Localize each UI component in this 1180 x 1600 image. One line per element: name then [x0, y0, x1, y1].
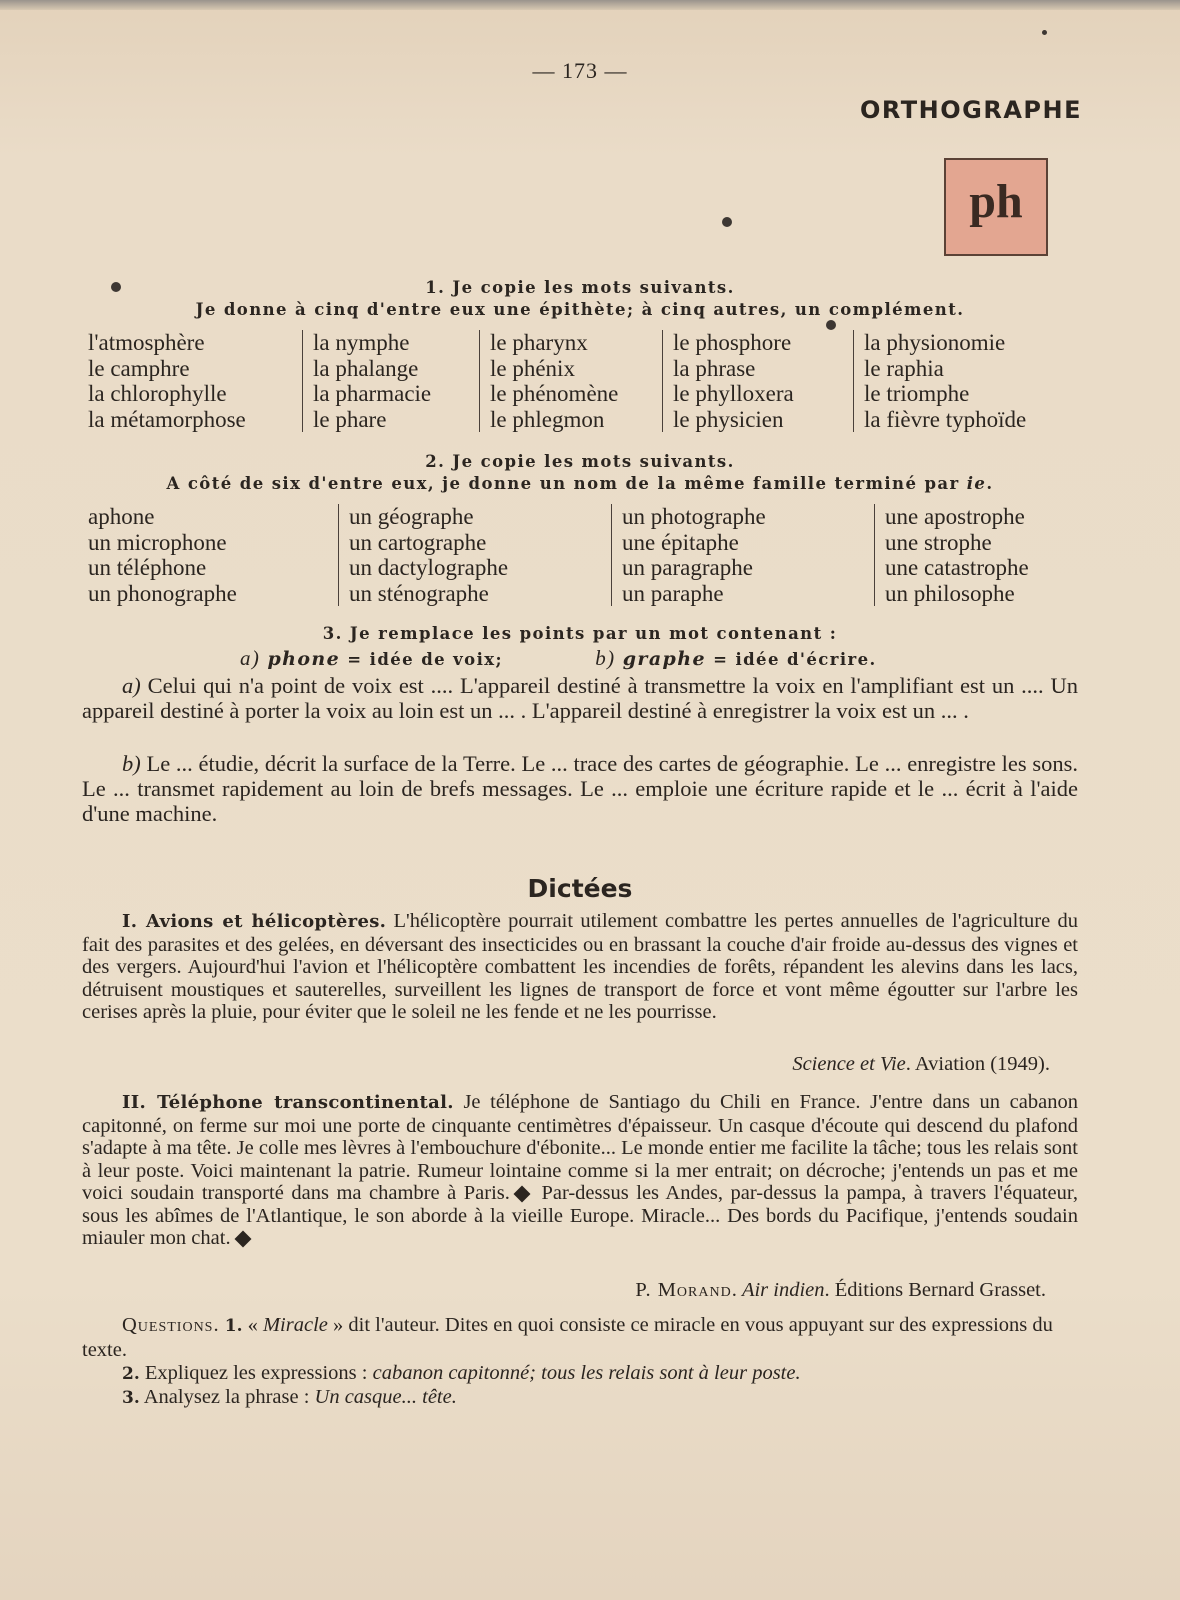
- instruction-suffix: ie: [966, 474, 987, 493]
- question-text: Analysez la phrase :: [139, 1386, 315, 1408]
- paragraph-text: Le ... étudie, décrit la surface de la Terre. Le ... trace des cartes de géographie. Le ... enregistre les sons. Le ... transmet rapidement au loin de brefs messages. Le ... emploie une écriture rapide et le ... écrit à l'aide d'une machine.: [82, 751, 1078, 826]
- word: le pharynx: [490, 330, 588, 355]
- dictee-2-title: II. Téléphone transcontinental.: [122, 1092, 454, 1113]
- exercise-1-word-table: [88, 330, 1072, 432]
- word: un sténographe: [349, 580, 489, 606]
- question-text: » dit l'auteur. Dites en quoi consiste ce miracle en vous appuyant sur des expressions du texte.: [82, 1314, 1053, 1361]
- question-2: [82, 1361, 1078, 1386]
- source-title: Science et Vie: [792, 1053, 906, 1075]
- word: la métamorphose: [88, 406, 246, 432]
- word: un phonographe: [88, 580, 237, 606]
- exercise-2-title: 2. Je copie les mots suivants.: [425, 452, 735, 471]
- word: le physicien: [673, 406, 784, 432]
- word: la nymphe: [313, 330, 410, 355]
- word-column: [874, 504, 1085, 606]
- word-column: [853, 330, 1072, 432]
- dictee-1-text: L'hélicoptère pourrait utilement combattre les pertes annuelles de l'agriculture du fait des parasites et des gelées, en déversant des insecticides ou en brassant la couche d'air froide au-dessus des vignes et des vergers. Aujourd'hui l'avion et l'hélicoptère combattent les incendies de forêts, répandent les alevins dans les lacs, détruisent moustiques et sauterelles, surveillent les lignes de transport de force et vont même égoutter sur l'arbre les cerises après la pluie, pour éviter que le soleil ne les fende et ne les pourrisse.: [82, 910, 1079, 1023]
- word: le camphre: [88, 355, 190, 381]
- exercise-3-paragraph-a: [82, 673, 1078, 723]
- print-speck: [1042, 30, 1047, 35]
- word: un cartographe: [349, 529, 487, 555]
- dictee-1-source: [792, 1053, 1050, 1076]
- word-column: [88, 330, 302, 432]
- word: la chlorophylle: [88, 381, 227, 406]
- word: un philosophe: [885, 580, 1015, 606]
- word: aphone: [88, 504, 155, 529]
- key-a-word: phone: [267, 648, 341, 670]
- dictee-1: [82, 910, 1078, 1024]
- source-author: P. Morand: [635, 1279, 732, 1301]
- word: le phlegmon: [490, 406, 605, 432]
- word-column: [338, 504, 611, 606]
- word: le phare: [313, 406, 387, 432]
- word: un paragraphe: [622, 555, 753, 580]
- word-column: [479, 330, 662, 432]
- dictee-2-source: P. Morand. Air indien. Éditions Bernard Grasset.: [635, 1279, 1046, 1301]
- print-speck: [722, 217, 732, 227]
- diamond-ornament-icon: [234, 1230, 251, 1247]
- dictee-2-text-continued: Par-dessus les Andes, par-dessus la pampa, à travers l'équateur, sous les abîmes de l'Atlantique, le son aborde à la vieille Europe. Miracle... Des bords du Pacifique, j'entends soudain miauler mon chat.: [82, 1182, 1078, 1249]
- question-text: Expliquez les expressions :: [139, 1362, 373, 1384]
- word: le raphia: [864, 355, 944, 381]
- source-detail: . Aviation (1949).: [905, 1053, 1050, 1075]
- key-b-label: b): [595, 646, 616, 670]
- dictee-1-title: I. Avions et hélicoptères.: [122, 911, 387, 932]
- page-number: — 173 —: [532, 58, 628, 83]
- instruction-end: .: [986, 474, 994, 493]
- word: la physionomie: [864, 330, 1006, 355]
- word-column: [611, 504, 874, 606]
- word: un dactylographe: [349, 555, 509, 580]
- exercise-1-title: 1. Je copie les mots suivants.: [425, 278, 735, 297]
- word: un paraphe: [622, 580, 724, 606]
- dictees-heading: Dictées: [527, 874, 633, 903]
- instruction-text: A côté de six d'entre eux, je donne un nom de la même famille terminé par: [166, 474, 967, 493]
- source-title: Air indien: [741, 1279, 825, 1301]
- word-column: [88, 504, 338, 606]
- question-italic: cabanon capitonné; tous les relais sont à leur poste.: [372, 1362, 801, 1384]
- word: la pharmacie: [313, 381, 432, 406]
- exercise-3-title: 3. Je remplace les points par un mot contenant :: [322, 624, 838, 643]
- word-column: [302, 330, 479, 432]
- dictee-2-text: Je téléphone de Santiago du Chili en France. J'entre dans un cabanon capitonné, on ferme sur moi une porte de cinquante centimètres d'épaisseur. Un casque d'écoute qui descend du plafond s'adapte à ma tête. Je colle mes lèvres à l'embouchure d'ébonite... Le monde entier me facilite la tâche; tous les relais sont à leur poste. Voici maintenant la patrie. Rumeur lointaine comme si la mer entrait; on décroche; j'entends un pas et me voici soudain transporté dans ma chambre à Paris.: [82, 1091, 1078, 1204]
- word: un géographe: [349, 504, 474, 529]
- word: le phénomène: [490, 381, 619, 406]
- word: la fièvre typhoïde: [864, 406, 1027, 432]
- question-italic: Miracle: [262, 1314, 328, 1336]
- question-number: 2.: [122, 1364, 140, 1384]
- print-speck: [826, 320, 836, 330]
- exercise-3-paragraph-b: [82, 751, 1078, 826]
- exercise-2-word-table: [88, 504, 1085, 606]
- word: un téléphone: [88, 555, 207, 580]
- word-column: [662, 330, 853, 432]
- word: une apostrophe: [885, 504, 1025, 529]
- section-title: ORTHOGRAPHE: [860, 96, 1082, 124]
- word: l'atmosphère: [88, 330, 205, 355]
- word: le phénix: [490, 355, 575, 381]
- key-a-label: a): [240, 646, 261, 670]
- key-b-definition: = idée d'écrire.: [705, 650, 877, 669]
- question-number: 3.: [122, 1388, 140, 1408]
- word: la phalange: [313, 355, 419, 381]
- dictee-2: [82, 1091, 1078, 1250]
- paragraph-text: Celui qui n'a point de voix est .... L'appareil destiné à transmettre la voix en l'amplifiant est un .... Un appareil destiné à porter la voix au loin est un ... . L'appareil destiné à enregistrer la voix est un ... .: [82, 673, 1078, 723]
- key-a-definition: = idée de voix;: [340, 650, 503, 669]
- word: une épitaphe: [622, 529, 739, 555]
- exercise-2-instruction: [80, 474, 1080, 493]
- questions-label: Questions.: [122, 1314, 220, 1336]
- question-1: [82, 1313, 1078, 1362]
- word: la phrase: [673, 355, 756, 381]
- key-b-word: graphe: [622, 648, 706, 670]
- word: un photographe: [622, 504, 766, 529]
- word: une catastrophe: [885, 555, 1029, 580]
- diamond-ornament-icon: [513, 1185, 530, 1202]
- ph-badge: [944, 158, 1048, 256]
- paragraph-label: b): [122, 751, 141, 776]
- source-detail: . Éditions Bernard Grasset.: [824, 1279, 1046, 1301]
- exercise-3-keys: [240, 646, 940, 671]
- paragraph-label: a): [122, 673, 141, 698]
- exercise-1-instruction: Je donne à cinq d'entre eux une épithète; à cinq autres, un complément.: [195, 300, 965, 319]
- word: le phylloxera: [673, 381, 794, 406]
- question-italic: Un casque... tête.: [314, 1386, 457, 1408]
- word: une strophe: [885, 529, 992, 555]
- question-text: «: [242, 1314, 263, 1336]
- word: le triomphe: [864, 381, 970, 406]
- ph-badge-label: ph: [969, 174, 1023, 228]
- question-number: 1.: [224, 1316, 243, 1336]
- page-top-edge: [0, 0, 1180, 10]
- word: le phosphore: [673, 330, 792, 355]
- word: un microphone: [88, 529, 227, 555]
- question-3: [82, 1385, 1078, 1410]
